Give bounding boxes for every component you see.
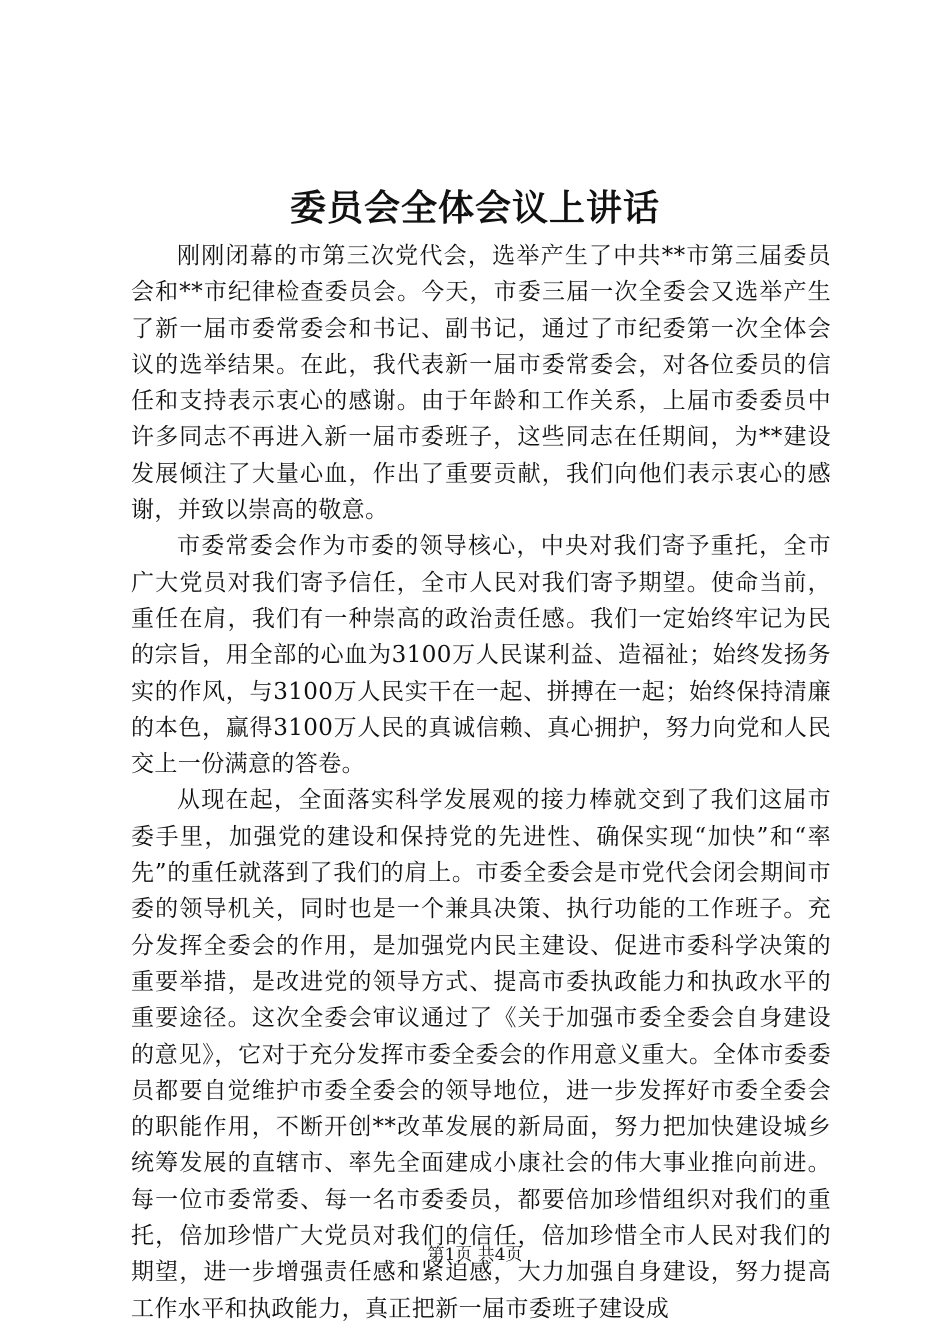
document-title: 委员会全体会议上讲话 <box>289 187 660 229</box>
paragraph-2: 市委常委会作为市委的领导核心，中央对我们寄予重托，全市广大党员对我们寄予信任，全市人民对我们寄予期望。使命当前，重任在肩，我们有一种崇高的政治责任感。我们一定始终牢记为民的宗旨，用全部的心血为3100万人民谋利益、造福祉；始终发扬务实的作风，与3100万人民实干在一起、拼搏在一起；始终保持清廉的本色，赢得3100万人民的真诚信赖、真心拥护，努力向党和人民交上一份满意的答卷。 <box>131 533 831 778</box>
page-footer: 第1页 共4页 <box>427 1245 523 1265</box>
paragraph-1: 刚刚闭幕的市第三次党代会，选举产生了中共**市第三届委员会和**市纪律检查委员会。今天，市委三届一次全委会又选举产生了新一届市委常委会和书记、副书记，通过了市纪委第一次全体会议的选举结果。在此，我代表新一届市委常委会，对各位委员的信任和支持表示衷心的感谢。由于年龄和工作关系，上届市委委员中许多同志不再进入新一届市委班子，这些同志在任期间，为**建设发展倾注了大量心血，作出了重要贡献，我们向他们表示衷心的感谢，并致以崇高的敬意。 <box>131 243 831 524</box>
paragraph-3: 从现在起，全面落实科学发展观的接力棒就交到了我们这届市委手里，加强党的建设和保持党的先进性、确保实现“加快”和“率先”的重任就落到了我们的肩上。市委全委会是市党代会闭会期间市委的领导机关，同时也是一个兼具决策、执行功能的工作班子。充分发挥全委会的作用，是加强党内民主建设、促进市委科学决策的重要举措，是改进党的领导方式、提高市委执政能力和执政水平的重要途径。这次全委会审议通过了《关于加强市委全委会自身建设的意见》，它对于充分发挥市委全委会的作用意义重大。全体市委委员都要自觉维护市委全委会的领导地位，进一步发挥好市委全委会的职能作用，不断开创**改革发展的新局面，努力把加快建设城乡统筹发展的直辖市、率先全面建成小康社会的伟大事业推向前进。每一位市委常委、每一名市委委员，都要倍加珍惜组织对我们的重托，倍加珍惜广大党员对我们的信任，倍加珍惜全市人民对我们的期望，进一步增强责任感和紧迫感，大力加强自身建设，努力提高工作水平和执政能力，真正把新一届市委班子建设成 <box>131 787 831 1322</box>
document-body <box>131 238 831 1327</box>
